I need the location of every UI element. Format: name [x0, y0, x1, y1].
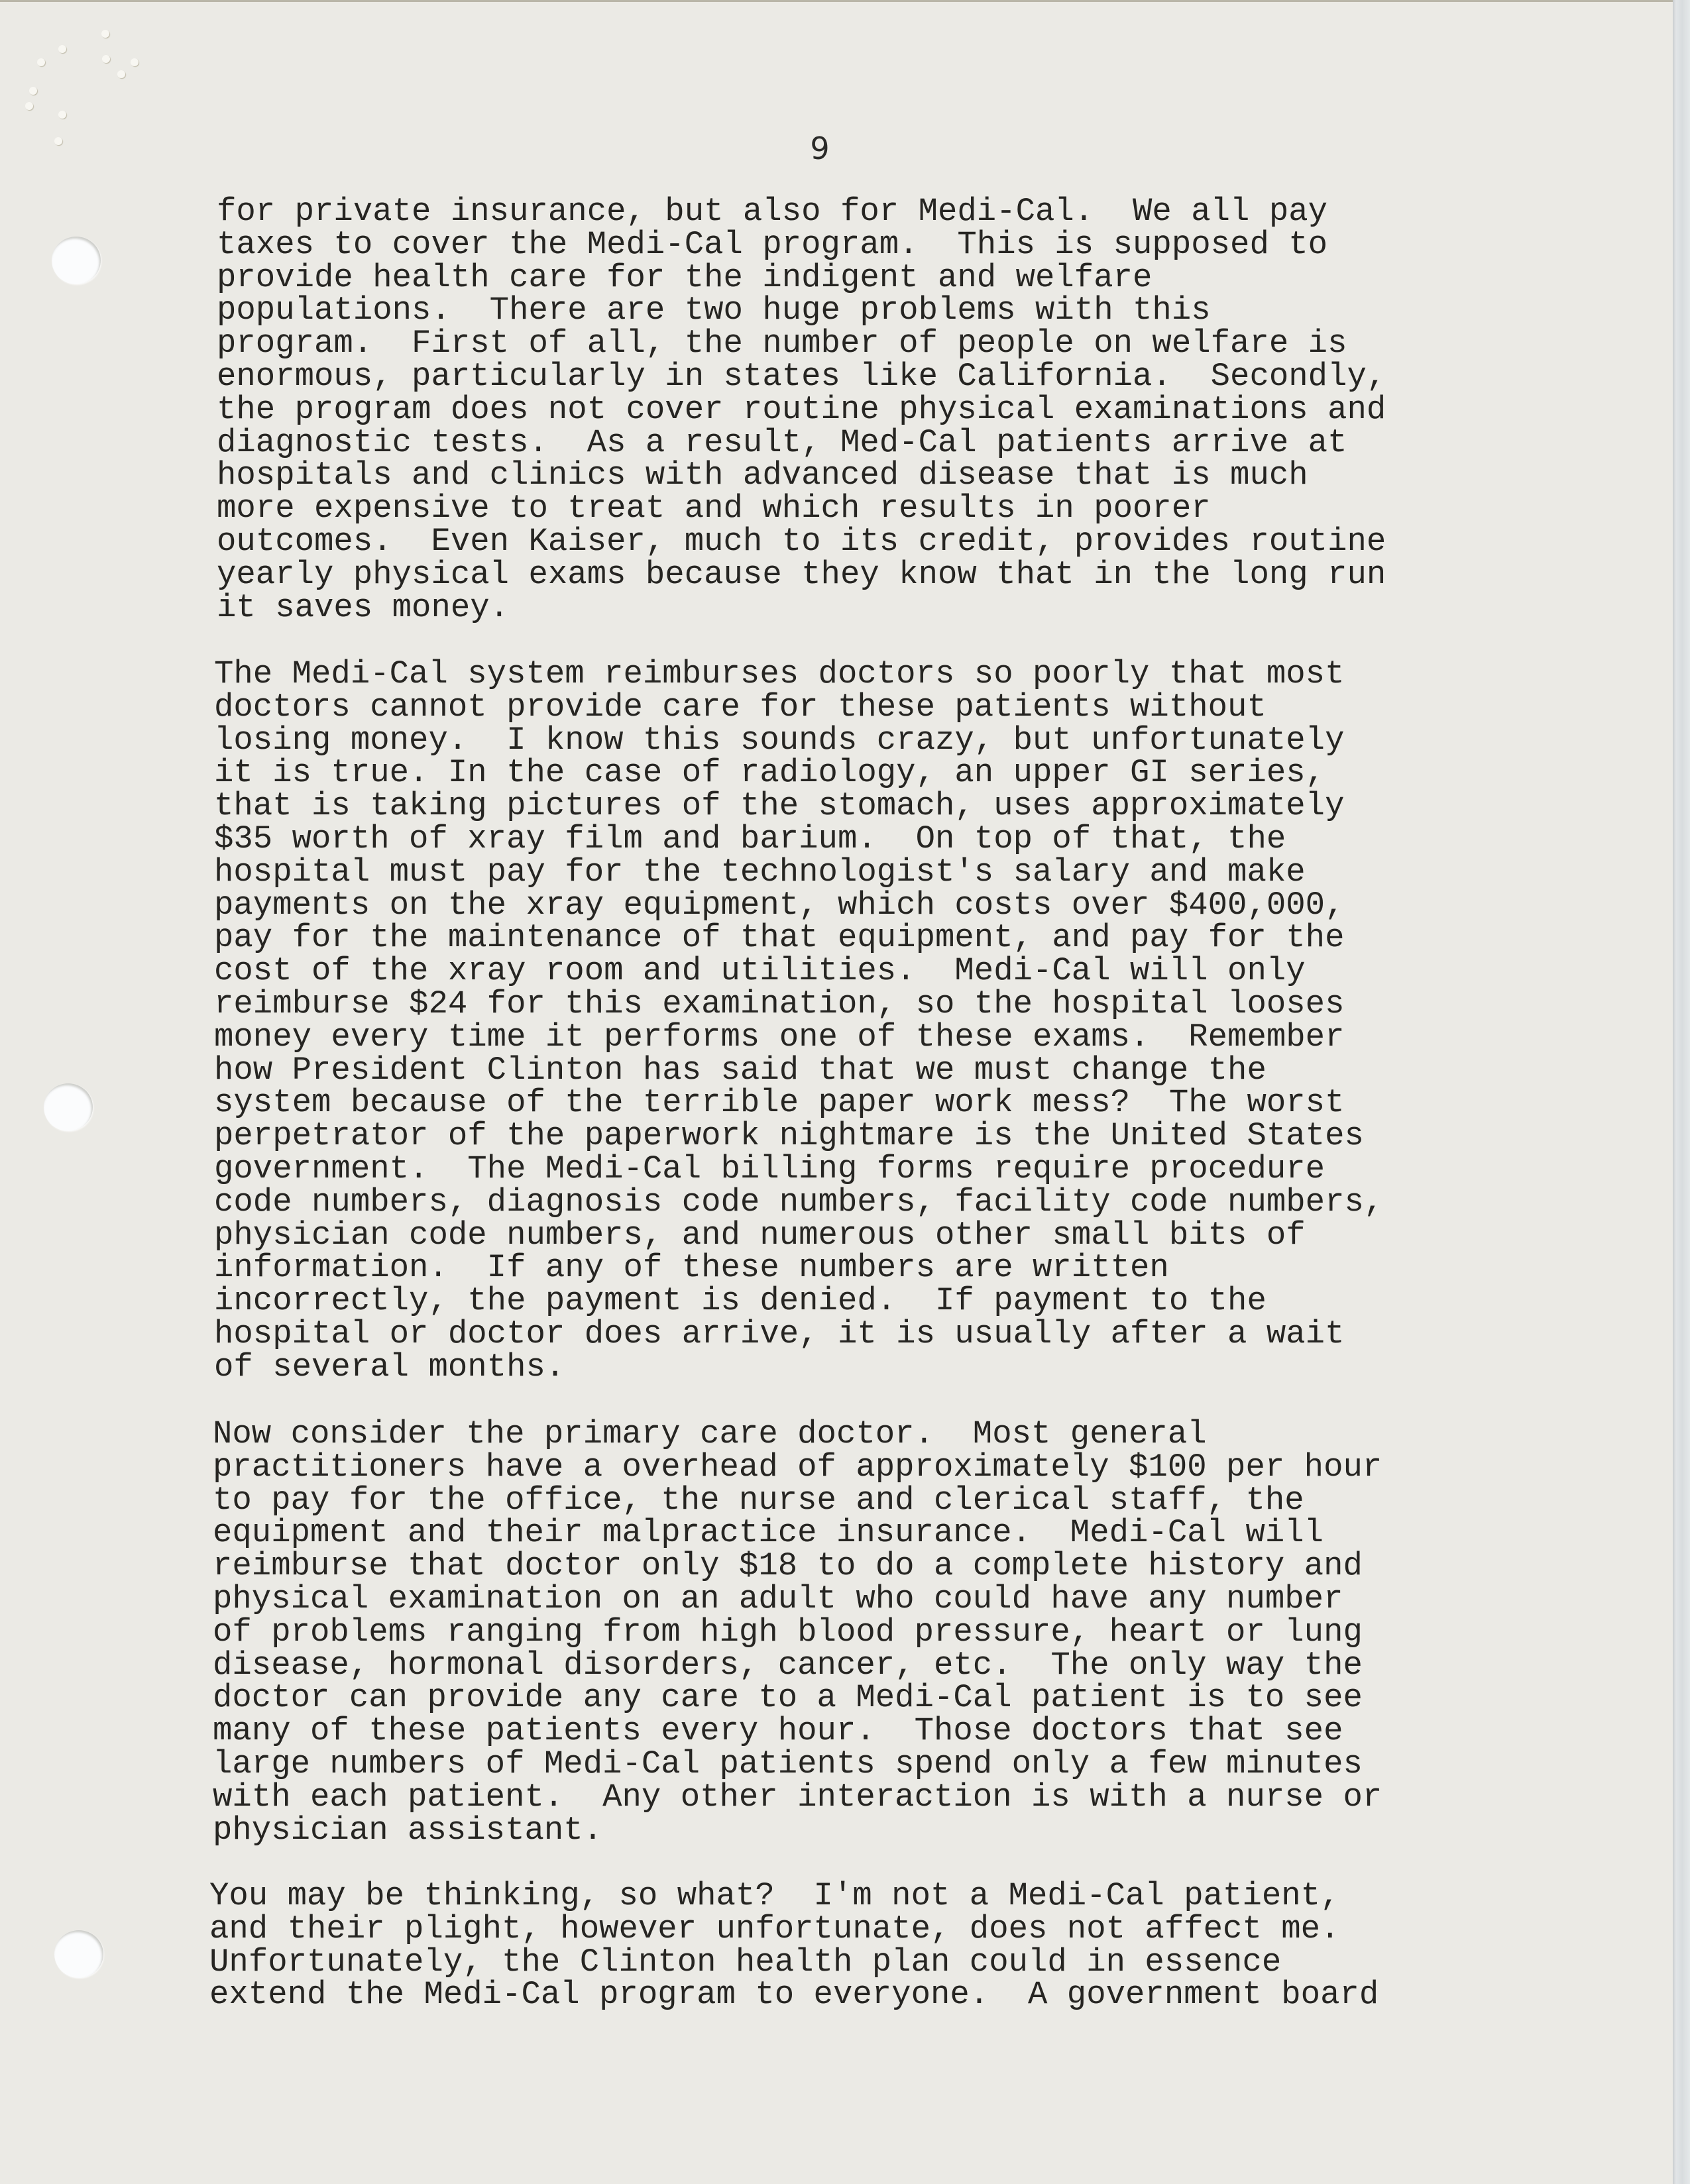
text-line: it saves money. [217, 588, 510, 626]
text-line: outcomes. Even Kaiser, much to its credit, provides routine [217, 522, 1386, 560]
paragraph-1 [217, 195, 1386, 624]
text-line: provide health care for the indigent and welfare [217, 258, 1153, 296]
text-line: how President Clinton has said that we must change the [214, 1051, 1267, 1089]
text-line: Unfortunately, the Clinton health plan could in essence [209, 1943, 1282, 1981]
text-line: payments on the xray equipment, which costs over $400,000, [214, 886, 1345, 924]
text-line: populations. There are two huge problems with this [217, 292, 1211, 329]
text-line: system because of the terrible paper work mess? The worst [214, 1084, 1345, 1122]
emboss-dot [58, 45, 66, 53]
emboss-dot [29, 87, 37, 95]
text-line: extend the Medi-Cal program to everyone. A government board [209, 1976, 1379, 2014]
text-line: with each patient. Any other interaction is with a nurse or [213, 1778, 1382, 1816]
text-line: You may be thinking, so what? I'm not a Medi-Cal patient, [209, 1877, 1340, 1914]
emboss-dot [58, 111, 66, 119]
text-line: hospital or doctor does arrive, it is usually after a wait [214, 1315, 1345, 1352]
text-line: equipment and their malpractice insurance. Medi-Cal will [213, 1514, 1324, 1552]
text-line: of several months. [214, 1348, 565, 1386]
text-line: diagnostic tests. As a result, Med-Cal patients arrive at [217, 423, 1347, 461]
text-line: perpetrator of the paperwork nightmare is the United States [214, 1117, 1364, 1155]
text-line: pay for the maintenance of that equipment, and pay for the [214, 919, 1345, 957]
text-line: reimburse $24 for this examination, so the hospital looses [214, 985, 1345, 1022]
binder-hole-top [52, 237, 101, 284]
emboss-dot [117, 70, 125, 78]
text-line: physical examination on an adult who could have any number [213, 1580, 1343, 1617]
text-line: more expensive to treat and which results in poorer [217, 490, 1211, 527]
text-line: many of these patients every hour. Those doctors that see [213, 1712, 1343, 1750]
text-line: it is true. In the case of radiology, an upper GI series, [214, 754, 1325, 792]
text-line: information. If any of these numbers are written [214, 1249, 1169, 1287]
text-line: large numbers of Medi-Cal patients spend only a few minutes [213, 1745, 1363, 1782]
emboss-dot [25, 102, 33, 110]
text-line: government. The Medi-Cal billing forms require procedure [214, 1150, 1325, 1187]
text-line: disease, hormonal disorders, cancer, etc. The only way the [213, 1646, 1363, 1684]
text-line: program. First of all, the number of people on welfare is [217, 325, 1347, 362]
text-line: enormous, particularly in states like California. Secondly, [217, 357, 1386, 395]
text-line: hospitals and clinics with advanced disease that is much [217, 457, 1308, 494]
text-line: code numbers, diagnosis code numbers, facility code numbers, [214, 1183, 1384, 1221]
emboss-dot [102, 55, 110, 63]
text-line: taxes to cover the Medi-Cal program. This is supposed to [217, 225, 1328, 263]
text-line: of problems ranging from high blood pressure, heart or lung [213, 1613, 1363, 1651]
text-line: hospital must pay for the technologist's salary and make [214, 853, 1306, 891]
text-line: yearly physical exams because they know that in the long run [217, 555, 1386, 593]
emboss-dot [54, 137, 62, 145]
scanner-edge-strip [1673, 0, 1690, 2184]
emboss-dot [131, 58, 139, 66]
text-line: to pay for the office, the nurse and clerical staff, the [213, 1481, 1304, 1519]
binder-hole-bottom [54, 1930, 103, 1978]
text-line: $35 worth of xray film and barium. On top of that, the [214, 820, 1286, 857]
text-line: for private insurance, but also for Medi-Cal. We all pay [217, 193, 1328, 230]
text-line: the program does not cover routine physical examinations and [217, 390, 1386, 428]
text-line: reimburse that doctor only $18 to do a complete history and [213, 1547, 1363, 1585]
text-line: practitioners have a overhead of approximately $100 per hour [213, 1448, 1382, 1486]
paragraph-3 [213, 1415, 1382, 1849]
paragraph-4 [209, 1877, 1379, 2014]
emboss-dot [101, 30, 109, 38]
text-line: The Medi-Cal system reimburses doctors so poorly that most [214, 655, 1345, 692]
text-line: physician code numbers, and numerous other small bits of [214, 1216, 1306, 1254]
text-line: doctor can provide any care to a Medi-Cal patient is to see [213, 1679, 1363, 1717]
text-line: incorrectly, the payment is denied. If payment to the [214, 1282, 1267, 1320]
emboss-dot [37, 58, 45, 66]
text-line: losing money. I know this sounds crazy, but unfortunately [214, 721, 1345, 759]
text-line: doctors cannot provide care for these patients without [214, 688, 1267, 726]
text-line: cost of the xray room and utilities. Medi-Cal will only [214, 952, 1306, 990]
text-line: physician assistant. [213, 1811, 603, 1849]
text-line: Now consider the primary care doctor. Most general [213, 1415, 1207, 1452]
page-number: 9 [810, 131, 830, 166]
text-line: and their plight, however unfortunate, does not affect me. [209, 1910, 1340, 1947]
paragraph-2 [214, 655, 1384, 1386]
binder-hole-middle [44, 1083, 93, 1131]
text-line: that is taking pictures of the stomach, uses approximately [214, 787, 1345, 825]
text-line: money every time it performs one of these exams. Remember [214, 1018, 1345, 1056]
